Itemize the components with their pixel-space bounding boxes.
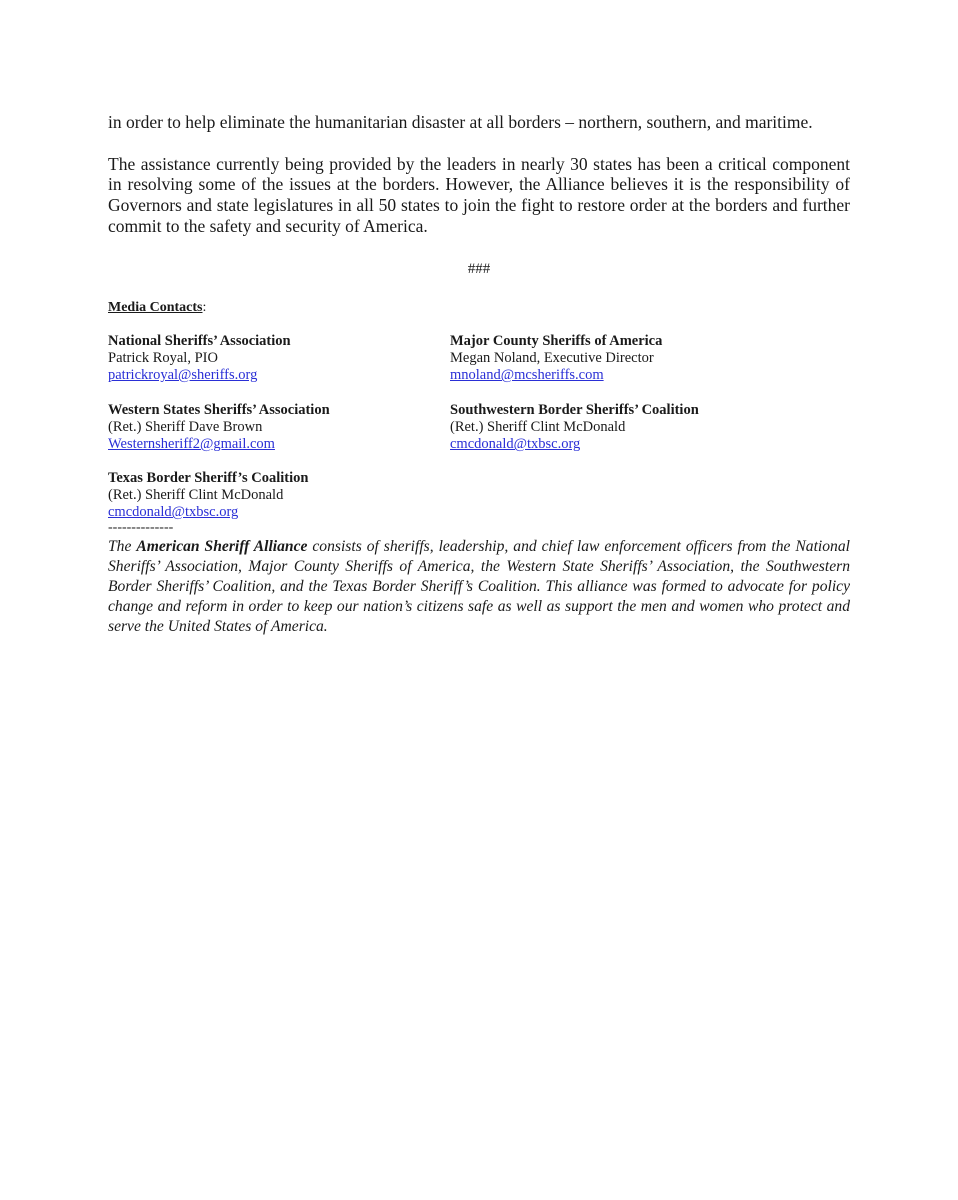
contact-person: (Ret.) Sheriff Dave Brown [108, 418, 263, 435]
contact-org: Western States Sheriffs’ Association [108, 401, 330, 418]
contact-org: National Sheriffs’ Association [108, 332, 291, 349]
contact-email-link[interactable]: patrickroyal@sheriffs.org [108, 367, 258, 384]
about-prefix: The [108, 537, 137, 555]
contact-email-link[interactable]: mnoland@mcsheriffs.com [450, 367, 604, 384]
contact-org: Southwestern Border Sheriffs’ Coalition [450, 401, 699, 418]
media-contacts-colon: : [202, 299, 207, 315]
about-text: consists of sheriffs, leadership, and chief law enforcement officers from the National Sheriffs’ Association, Major County Sheriffs of America, the Western State Sheriffs’ Association, the Southwestern Border Sheriffs’ Coalition, and the Texas Border Sheriff’s Coalition. This alliance was formed to advocate for policy change and reform in order to keep our nation’s citizens safe as well as support the men and women who protect and serve the United States of America. [108, 537, 850, 635]
contact-person: (Ret.) Sheriff Clint McDonald [108, 486, 284, 503]
end-mark: ### [467, 260, 491, 277]
body-paragraph-1: in order to help eliminate the humanitarian disaster at all borders – northern, southern, and maritime. [108, 112, 813, 132]
contact-western-states-sheriffs [108, 402, 438, 454]
contact-national-sheriffs-association [108, 333, 438, 385]
media-contacts-heading [108, 299, 850, 316]
contact-southwestern-border-sheriffs [450, 402, 780, 454]
body-paragraph-2: The assistance currently being provided by the leaders in nearly 30 states has been a critical component in resolving some of the issues at the borders. However, the Alliance believes it is the responsibility of Governors and state legislatures in all 50 states to join the fight to restore order at the borders and further commit to the safety and security of America. [108, 153, 850, 236]
contact-person: Megan Noland, Executive Director [450, 349, 654, 366]
alliance-name: American Sheriff Alliance [136, 537, 308, 555]
contact-person: (Ret.) Sheriff Clint McDonald [450, 418, 626, 435]
about-alliance-paragraph [108, 537, 850, 637]
contact-major-county-sheriffs [450, 333, 780, 385]
separator-line: -------------- [108, 519, 174, 535]
contact-org: Texas Border Sheriff’s Coalition [108, 469, 309, 486]
contact-email-link[interactable]: cmcdonald@txbsc.org [108, 504, 239, 521]
contact-person: Patrick Royal, PIO [108, 349, 218, 366]
contact-email-link[interactable]: Westernsheriff2@gmail.com [108, 436, 275, 453]
document-page [108, 112, 850, 637]
media-contacts-title: Media Contacts [108, 299, 203, 315]
media-contacts-grid [108, 333, 850, 519]
contact-texas-border-sheriffs [108, 470, 438, 522]
contact-email-link[interactable]: cmcdonald@txbsc.org [450, 436, 581, 453]
contact-org: Major County Sheriffs of America [450, 332, 663, 349]
